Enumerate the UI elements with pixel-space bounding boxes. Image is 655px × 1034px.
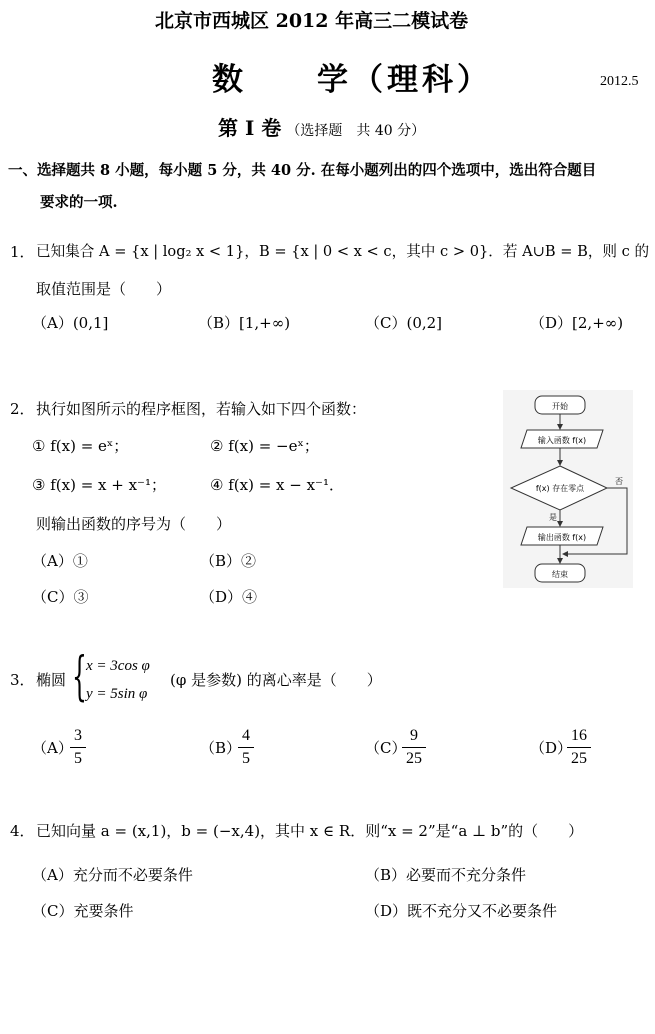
q2-option-c[interactable]: （C）③ (32, 588, 89, 606)
subject-title: 数 学（理科） (212, 62, 492, 98)
q2-ask: 则输出函数的序号为（ ） (36, 515, 232, 533)
program-flowchart (503, 390, 633, 588)
q1-stem-line2: 取值范围是（ ） (36, 280, 172, 298)
q3-tail: (φ 是参数) 的离心率是（ ） (170, 671, 382, 689)
section-instructions-line1: 一、选择题共 8 小题，每小题 5 分，共 40 分. 在每小题列出的四个选项中，选出符合题目 (8, 162, 597, 179)
q4-option-a[interactable]: （A）充分而不必要条件 (32, 866, 193, 884)
q1-stem: 已知集合 A = {x | log₂ x < 1}，B = {x | 0 < x < c，其中 c > 0}．若 A∪B = B，则 c 的 (36, 243, 650, 260)
q1-option-c[interactable]: （C）(0,2] (365, 314, 443, 332)
q3-brace: { (72, 647, 87, 707)
q3-eq2: y = 5sin φ (86, 686, 148, 702)
q3-option-b-label[interactable]: （B） (200, 739, 242, 757)
flow-input-label: 输入函数 f(x) (537, 436, 587, 445)
q2-option-d[interactable]: （D）④ (200, 588, 258, 606)
q4-option-d[interactable]: （D）既不充分又不必要条件 (365, 902, 558, 920)
q3-number: 3． (10, 671, 35, 689)
flow-yes-label: 是 (549, 513, 557, 522)
q2-option-b[interactable]: （B）② (200, 552, 257, 570)
volume-main: 第 I 卷 (218, 116, 282, 140)
q2-option-a[interactable]: （A）① (32, 552, 88, 570)
q3-option-a-label[interactable]: （A） (32, 739, 73, 757)
exam-date: 2012.5 (600, 74, 639, 89)
q4-option-c[interactable]: （C）充要条件 (32, 902, 134, 920)
fraction-denominator: 25 (406, 750, 422, 767)
fraction-numerator: 3 (74, 727, 82, 744)
q2-function-1: ① f(x) = eˣ； (32, 437, 129, 455)
q2-function-4: ④ f(x) = x − x⁻¹． (210, 476, 344, 494)
fraction-numerator: 16 (571, 727, 587, 744)
flow-start-label: 开始 (552, 402, 568, 411)
q3-eq1: x = 3cos φ (86, 658, 150, 674)
exam-title: 北京市西城区 2012 年高三二模试卷 (155, 10, 469, 32)
q3-option-c-label[interactable]: （C） (365, 739, 407, 757)
q3-option-c-fraction (402, 726, 426, 769)
q3-option-b-fraction (238, 726, 254, 769)
flow-no-label: 否 (615, 477, 623, 486)
volume-heading (218, 112, 425, 141)
q2-function-3: ③ f(x) = x + x⁻¹； (32, 476, 166, 494)
q3-lead: 椭圆 (36, 671, 67, 689)
flow-output-label: 输出函数 f(x) (537, 533, 587, 542)
q1-option-d[interactable]: （D）[2,+∞) (530, 314, 624, 332)
fraction-numerator: 4 (242, 727, 250, 744)
flow-decision-label: f(x) 存在零点 (535, 484, 585, 493)
flow-end-label: 结束 (552, 570, 568, 579)
q3-option-d-fraction (567, 726, 591, 769)
q1-option-b[interactable]: （B）[1,+∞) (198, 314, 291, 332)
q4-stem: 已知向量 a = (x,1)，b = (−x,4)，其中 x ∈ R．则“x = 2”是“a ⊥ b”的（ ） (36, 822, 584, 840)
q3-option-a-fraction (70, 726, 86, 769)
fraction-denominator: 25 (571, 750, 587, 767)
q2-stem: 执行如图所示的程序框图，若输入如下四个函数： (36, 400, 367, 418)
fraction-numerator: 9 (410, 727, 418, 744)
q4-option-b[interactable]: （B）必要而不充分条件 (365, 866, 527, 884)
volume-note: （选择题 共 40 分） (286, 123, 426, 139)
q4-number: 4． (10, 822, 35, 840)
q2-number: 2． (10, 400, 35, 418)
fraction-denominator: 5 (242, 750, 250, 767)
q2-function-2: ② f(x) = −eˣ； (210, 437, 319, 455)
q1-option-a[interactable]: （A）(0,1] (32, 314, 109, 332)
fraction-denominator: 5 (74, 750, 82, 767)
q1-number: 1． (10, 243, 35, 261)
q3-option-d-label[interactable]: （D） (530, 739, 573, 757)
section-instructions-line2: 要求的一项. (40, 194, 118, 211)
